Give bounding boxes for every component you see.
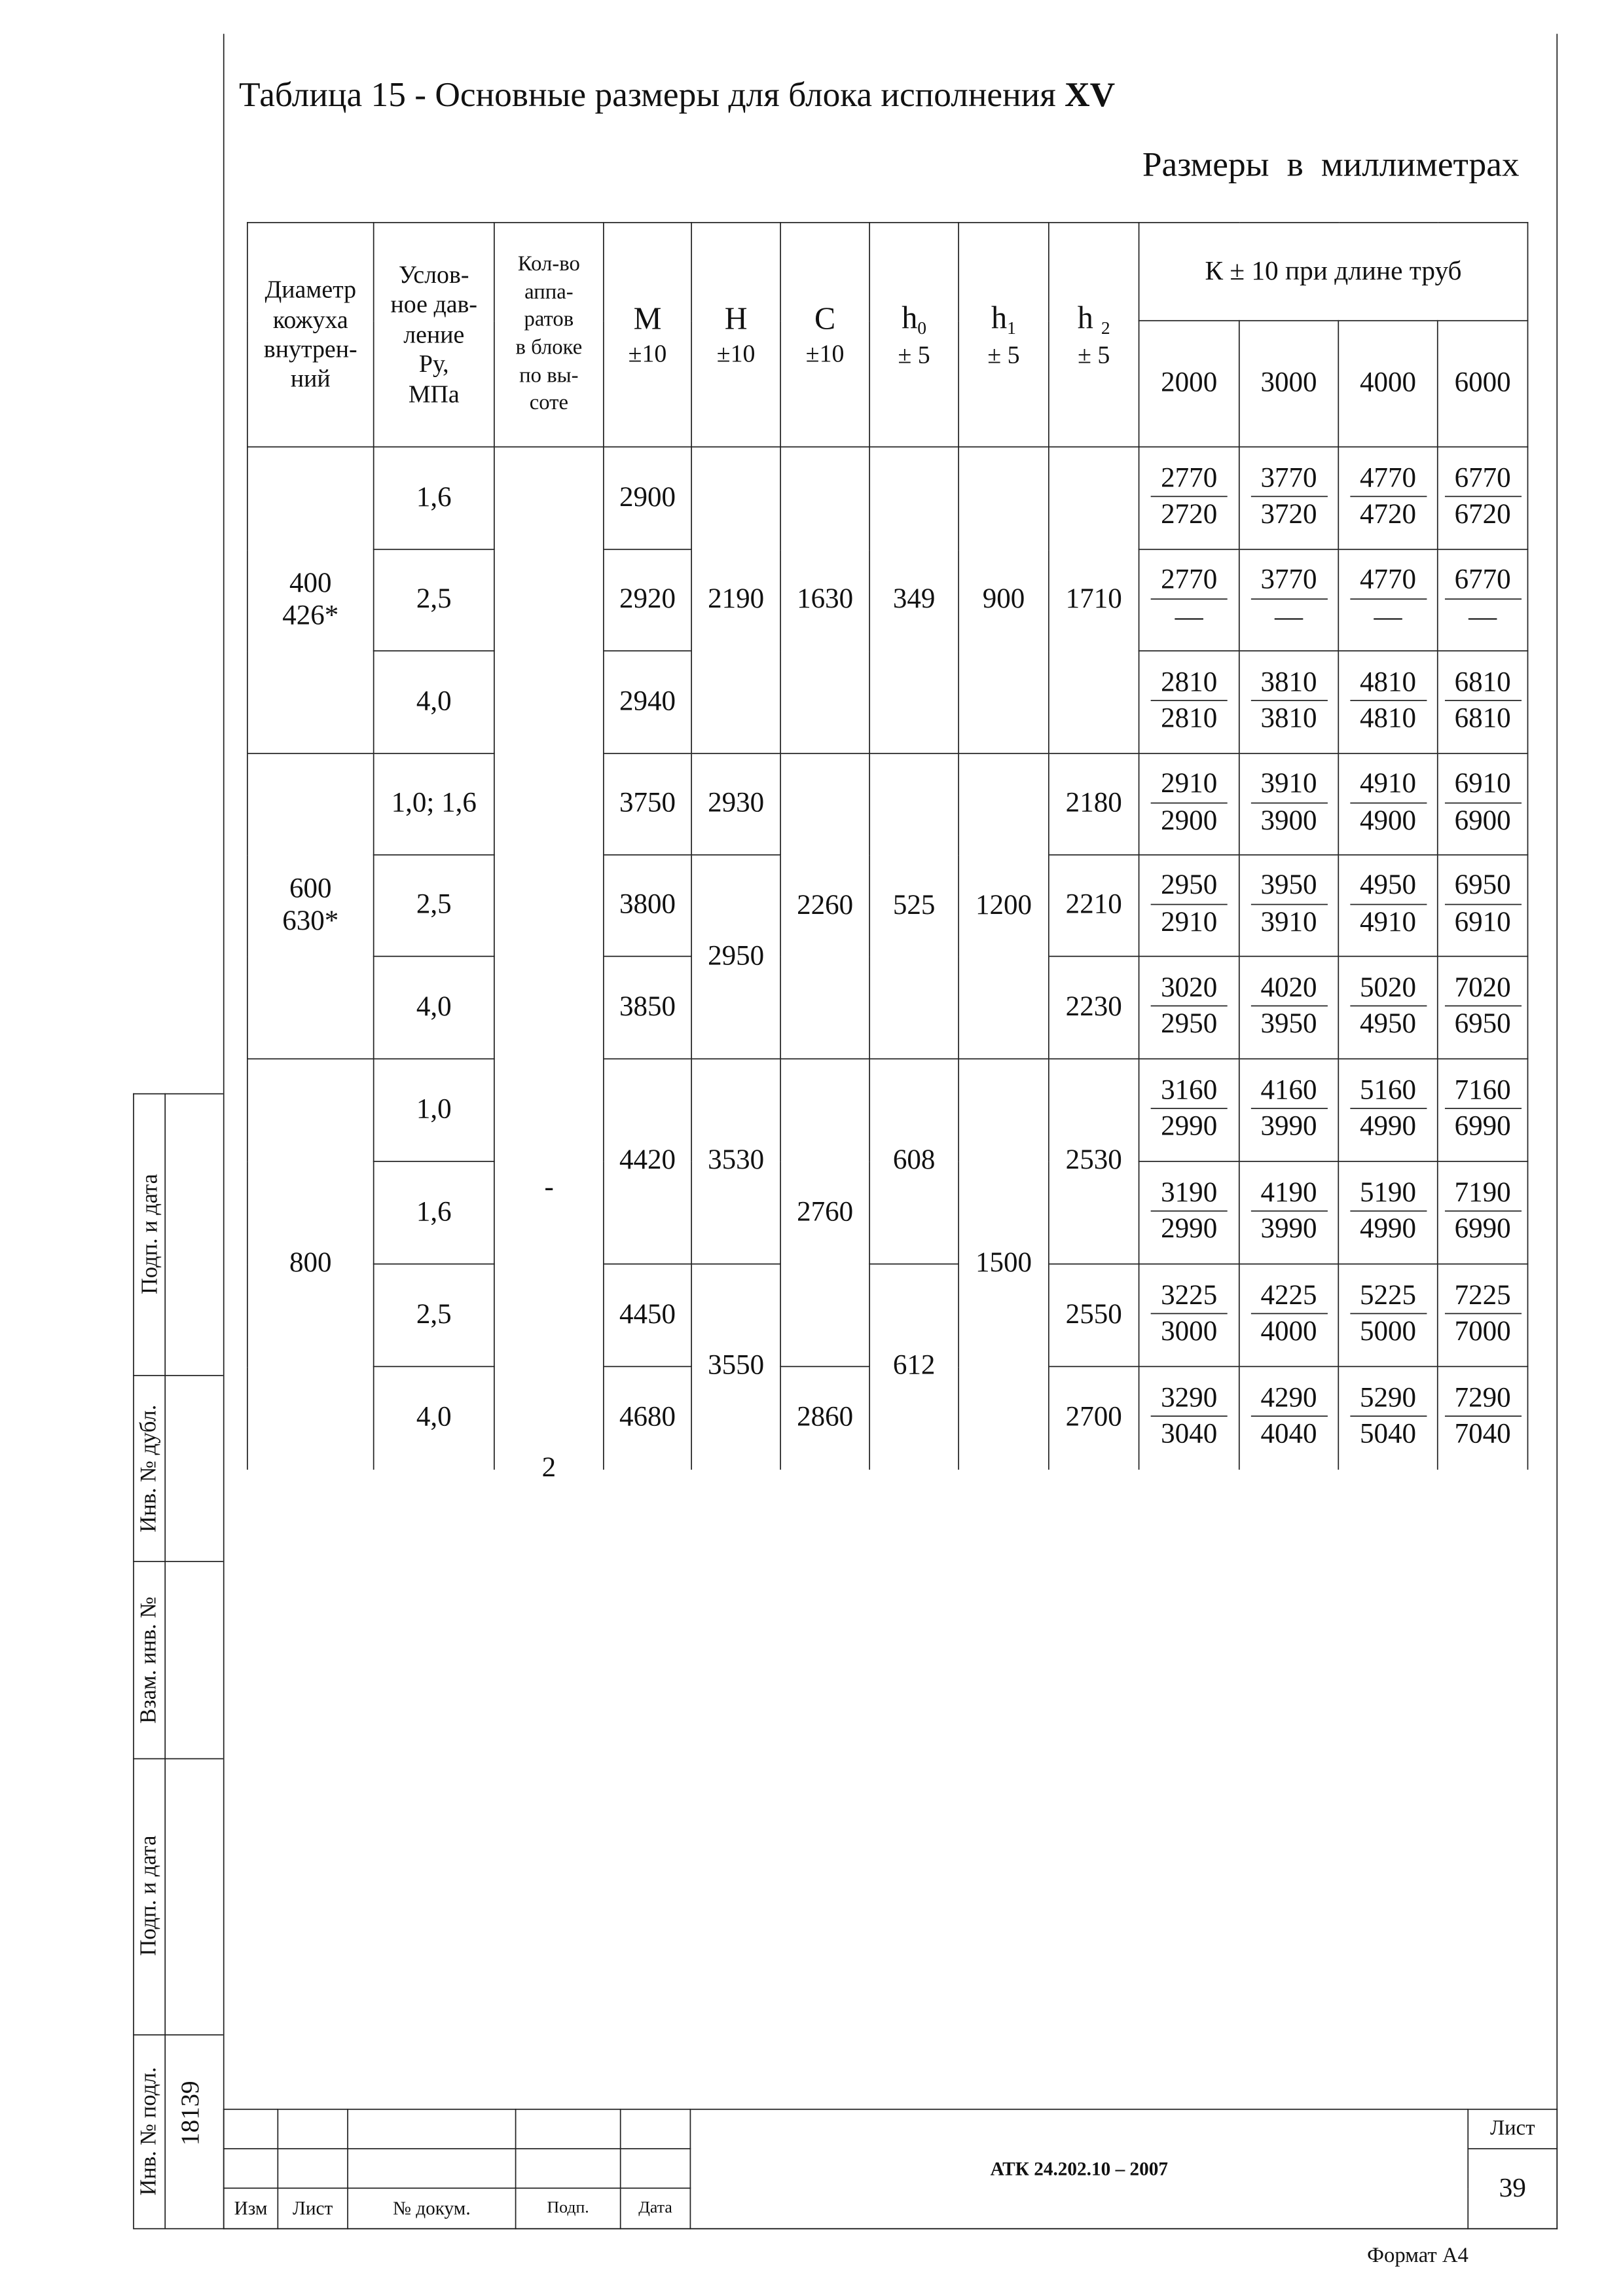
k-cell: 4950 4910 xyxy=(1338,855,1437,957)
k-cell: 2770 2720 xyxy=(1139,447,1239,550)
k-cell: 4770 — xyxy=(1338,549,1437,651)
k-cell: 4290 4040 xyxy=(1239,1366,1338,1469)
k-cell: 7290 7040 xyxy=(1438,1366,1528,1469)
label-podp-data-1: Подп. и дата xyxy=(137,1174,162,1295)
h-cell: 2930 xyxy=(691,754,780,855)
h-cell: 3550 xyxy=(691,1264,780,1469)
k-cell: 2810 2810 xyxy=(1139,651,1239,754)
pressure-cell: 1,0 xyxy=(374,1059,494,1161)
k-cell: 5225 5000 xyxy=(1338,1264,1437,1367)
m-cell: 4450 xyxy=(604,1264,691,1367)
pressure-cell: 2,5 xyxy=(374,1264,494,1367)
header-h1: $h_1$ ± 5 xyxy=(958,223,1049,447)
diameter-800: 800 xyxy=(247,1059,374,1469)
m-cell: 4680 xyxy=(604,1366,691,1469)
count-value: 2 xyxy=(541,1453,556,1484)
c-cell: 2260 xyxy=(780,754,869,1059)
h-cell: 2950 xyxy=(691,855,780,1059)
k-cell: 4225 4000 xyxy=(1239,1264,1338,1367)
k-cell: 3190 2990 xyxy=(1139,1161,1239,1264)
k-cell: 5190 4990 xyxy=(1338,1161,1437,1264)
pressure-cell: 2,5 xyxy=(374,855,494,957)
k-cell: 6770 6720 xyxy=(1438,447,1528,550)
label-inv-podl: Инв. № подл. xyxy=(136,2067,162,2196)
header-diameter: Диаметр кожуха внутрен- ний xyxy=(247,223,374,447)
k-cell: 2910 2900 xyxy=(1139,754,1239,855)
title-block xyxy=(223,2109,1558,2229)
pressure-cell: 4,0 xyxy=(374,651,494,754)
k-cell: 4160 3990 xyxy=(1239,1059,1338,1161)
pressure-cell: 1,6 xyxy=(374,1161,494,1264)
m-cell: 4420 xyxy=(604,1059,691,1264)
k-cell: 6810 6810 xyxy=(1438,651,1528,754)
stamp-cell xyxy=(621,2109,691,2149)
header-h: Н ±10 xyxy=(691,223,780,447)
k-cell: 3770 3720 xyxy=(1239,447,1338,550)
h2-cell: 2230 xyxy=(1049,957,1139,1059)
m-cell: 2940 xyxy=(604,651,691,754)
header-length-6000: 6000 xyxy=(1438,321,1528,447)
h2-cell: 2210 xyxy=(1049,855,1139,957)
k-cell: 3225 3000 xyxy=(1139,1264,1239,1367)
k-cell: 5290 5040 xyxy=(1338,1366,1437,1469)
margin-divider-1 xyxy=(133,1375,223,1376)
h2-cell: 2550 xyxy=(1049,1264,1139,1367)
stamp-cell xyxy=(278,2149,348,2188)
header-h2: h $_2$ ± 5 xyxy=(1049,223,1139,447)
label-inv-dubl: Инв. № дубл. xyxy=(136,1404,162,1533)
header-m: М ±10 xyxy=(604,223,691,447)
k-cell: 6770 — xyxy=(1438,549,1528,651)
frame-right-line xyxy=(1556,34,1558,2229)
c-cell: 2760 xyxy=(780,1059,869,1366)
k-cell: 4190 3990 xyxy=(1239,1161,1338,1264)
header-k-group: К ± 10 при длине труб xyxy=(1139,223,1528,321)
pressure-cell: 1,0; 1,6 xyxy=(374,754,494,855)
k-cell: 5020 4950 xyxy=(1338,957,1437,1059)
dimensions-table xyxy=(247,222,1528,1484)
k-cell: 6910 6900 xyxy=(1438,754,1528,855)
k-cell: 3020 2950 xyxy=(1139,957,1239,1059)
k-cell: 3770 — xyxy=(1239,549,1338,651)
header-length-3000: 3000 xyxy=(1239,321,1338,447)
stamp-cell xyxy=(516,2109,621,2149)
pressure-cell: 4,0 xyxy=(374,957,494,1059)
m-cell: 3750 xyxy=(604,754,691,855)
stamp-cell xyxy=(348,2149,516,2188)
h0-cell: 612 xyxy=(869,1264,958,1469)
k-cell: 3290 3040 xyxy=(1139,1366,1239,1469)
count-dash: - xyxy=(544,1172,554,1203)
k-cell: 3160 2990 xyxy=(1139,1059,1239,1161)
margin-divider-4 xyxy=(133,2034,223,2035)
m-cell: 2920 xyxy=(604,549,691,651)
h2-cell: 2530 xyxy=(1049,1059,1139,1264)
units-note: Размеры в миллиметрах xyxy=(1142,144,1520,184)
sheet-number: 39 xyxy=(1468,2149,1557,2229)
diameter-400: 400 426* xyxy=(247,447,374,754)
k-cell: 6950 6910 xyxy=(1438,855,1528,957)
sheet-label: Лист xyxy=(1468,2109,1557,2149)
header-count: Кол-во аппа- ратов в блоке по вы- соте xyxy=(494,223,604,447)
document-code: АТК 24.202.10 – 2007 xyxy=(690,2109,1468,2229)
k-cell: 4910 4900 xyxy=(1338,754,1437,855)
stamp-cell xyxy=(348,2109,516,2149)
margin-divider-3 xyxy=(133,1758,223,1760)
c-cell: 2860 xyxy=(780,1366,869,1469)
stamp-izm: Изм xyxy=(224,2188,278,2229)
stamp-podp: Подп. xyxy=(516,2188,621,2229)
stamp-cell xyxy=(516,2149,621,2188)
format-note: Формат А4 xyxy=(1367,2244,1468,2268)
k-cell: 7225 7000 xyxy=(1438,1264,1528,1367)
k-cell: 4770 4720 xyxy=(1338,447,1437,550)
k-cell: 4810 4810 xyxy=(1338,651,1437,754)
h1-cell: 900 xyxy=(958,447,1049,754)
stamp-cell xyxy=(224,2109,278,2149)
header-length-4000: 4000 xyxy=(1338,321,1437,447)
m-cell: 3800 xyxy=(604,855,691,957)
header-c: С ±10 xyxy=(780,223,869,447)
k-cell: 3810 3810 xyxy=(1239,651,1338,754)
stamp-cell xyxy=(224,2149,278,2188)
m-cell: 2900 xyxy=(604,447,691,550)
k-cell: 5160 4990 xyxy=(1338,1059,1437,1161)
stamp-data: Дата xyxy=(621,2188,691,2229)
stamp-cell xyxy=(621,2149,691,2188)
h2-cell: 2180 xyxy=(1049,754,1139,855)
h0-cell: 608 xyxy=(869,1059,958,1264)
h0-cell: 349 xyxy=(869,447,958,754)
label-vzam-inv: Взам. инв. № xyxy=(136,1596,162,1724)
h2-cell: 1710 xyxy=(1049,447,1139,754)
header-length-2000: 2000 xyxy=(1139,321,1239,447)
k-cell: 2950 2910 xyxy=(1139,855,1239,957)
h1-cell: 1500 xyxy=(958,1059,1049,1469)
stamp-cell xyxy=(278,2109,348,2149)
k-cell: 7190 6990 xyxy=(1438,1161,1528,1264)
diameter-600: 600 630* xyxy=(247,754,374,1059)
count-cell xyxy=(494,447,604,1484)
h0-cell: 525 xyxy=(869,754,958,1059)
pressure-cell: 2,5 xyxy=(374,549,494,651)
label-podp-data-2: Подп. и дата xyxy=(136,1835,162,1956)
k-cell: 3950 3910 xyxy=(1239,855,1338,957)
stamp-n-dokum: № докум. xyxy=(348,2188,516,2229)
k-cell: 4020 3950 xyxy=(1239,957,1338,1059)
stamp-list: Лист xyxy=(278,2188,348,2229)
table-title-text: Таблица 15 - Основные размеры для блока исполнения xyxy=(238,74,1065,114)
header-h0: $h_0$ ± 5 xyxy=(869,223,958,447)
m-cell: 3850 xyxy=(604,957,691,1059)
inventory-number: 18139 xyxy=(175,2081,204,2146)
k-cell: 7160 6990 xyxy=(1438,1059,1528,1161)
header-pressure: Услов- ное дав- ление Ру, МПа xyxy=(374,223,494,447)
pressure-cell: 4,0 xyxy=(374,1366,494,1469)
pressure-cell: 1,6 xyxy=(374,447,494,550)
h2-cell: 2700 xyxy=(1049,1366,1139,1469)
frame-left-line xyxy=(223,34,225,2229)
c-cell: 1630 xyxy=(780,447,869,754)
k-cell: 3910 3900 xyxy=(1239,754,1338,855)
h-cell: 3530 xyxy=(691,1059,780,1264)
k-cell: 2770 — xyxy=(1139,549,1239,651)
table-title xyxy=(239,75,1115,115)
margin-divider-2 xyxy=(133,1561,223,1562)
h1-cell: 1200 xyxy=(958,754,1049,1059)
table-title-bold: XV xyxy=(1065,74,1116,114)
k-cell: 7020 6950 xyxy=(1438,957,1528,1059)
h-cell: 2190 xyxy=(691,447,780,754)
